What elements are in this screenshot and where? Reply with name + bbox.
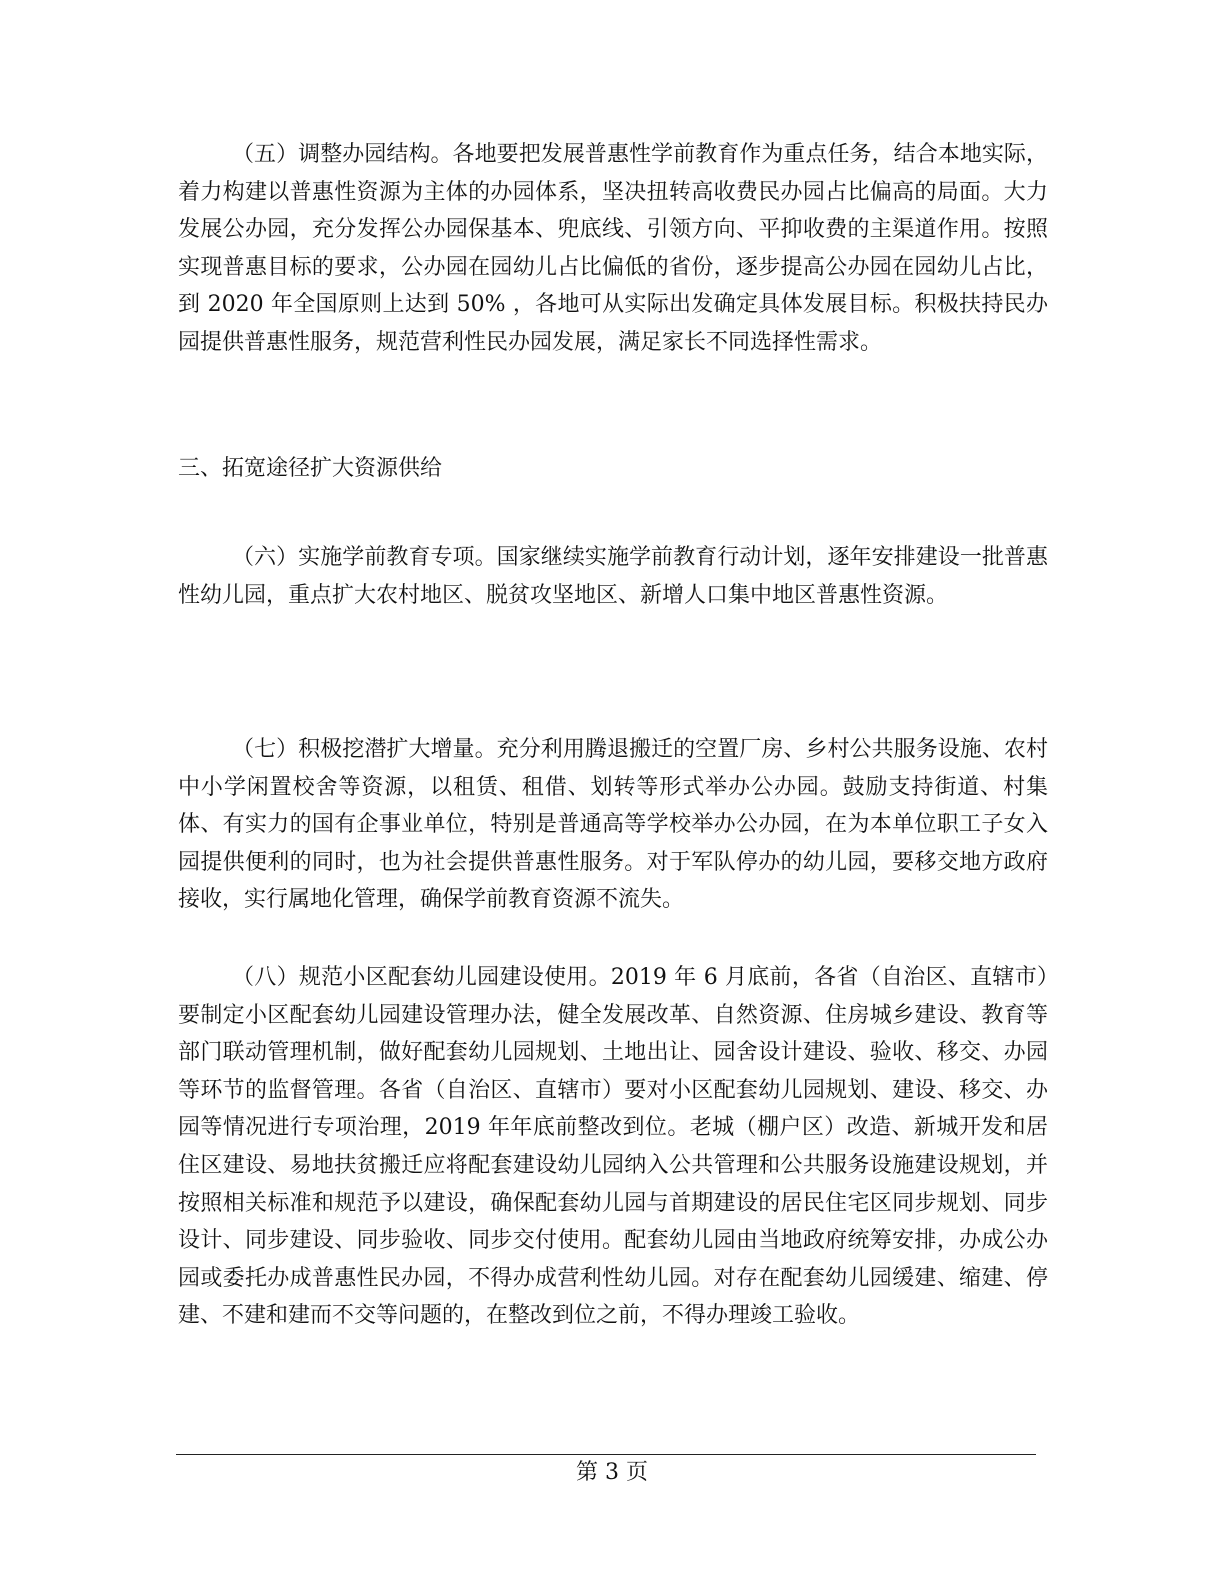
section-heading-expand-supply: 三、拓宽途径扩大资源供给 — [178, 456, 443, 481]
paragraph-expand-increment: （七）积极挖潜扩大增量。充分利用腾退搬迁的空置厂房、乡村公共服务设施、农村中小学闲置校舍等资源，以租赁、租借、划转等形式举办公办园。鼓励支持街道、村集体、有实力的国有企事业单位，特别是普通高等学校举办公办园，在为本单位职工子女入园提供便利的同时，也为社会提供普惠性服务。对于军队停办的幼儿园，要移交地方政府接收，实行属地化管理，确保学前教育资源不流失。 — [178, 737, 1048, 913]
footer-divider — [176, 1454, 1036, 1455]
page-number: 第 3 页 — [576, 1460, 648, 1485]
paragraph-preschool-special-project: （六）实施学前教育专项。国家继续实施学前教育行动计划，逐年安排建设一批普惠性幼儿园，重点扩大农村地区、脱贫攻坚地区、新增人口集中地区普惠性资源。 — [178, 545, 1048, 608]
paragraph-adjust-structure: （五）调整办园结构。各地要把发展普惠性学前教育作为重点任务，结合本地实际，着力构建以普惠性资源为主体的办园体系，坚决扭转高收费民办园占比偏高的局面。大力发展公办园，充分发挥公办园保基本、兜底线、引领方向、平抑收费的主渠道作用。按照实现普惠目标的要求，公办园在园幼儿占比偏低的省份，逐步提高公办园在园幼儿占比，到 2020 年全国原则上达到 50% ，各地可从实际出发确定具体发展目标。积极扶持民办园提供普惠性服务，规范营利性民办园发展，满足家长不同选择性需求。 — [178, 142, 1048, 355]
document-body — [178, 136, 1048, 1329]
paragraph-community-kindergarten: （八）规范小区配套幼儿园建设使用。2019 年 6 月底前，各省（自治区、直辖市）要制定小区配套幼儿园建设管理办法，健全发展改革、自然资源、住房城乡建设、教育等部门联动管理机制，做好配套幼儿园规划、土地出让、园舍设计建设、验收、移交、办园等环节的监督管理。各省（自治区、直辖市）要对小区配套幼儿园规划、建设、移交、办园等情况进行专项治理，2019 年年底前整改到位。老城（棚户区）改造、新城开发和居住区建设、易地扶贫搬迁应将配套建设幼儿园纳入公共管理和公共服务设施建设规划，并按照相关标准和规范予以建设，确保配套幼儿园与首期建设的居民住宅区同步规划、同步设计、同步建设、同步验收、同步交付使用。配套幼儿园由当地政府统筹安排，办成公办园或委托办成普惠性民办园，不得办成营利性幼儿园。对存在配套幼儿园缓建、缩建、停建、不建和建而不交等问题的，在整改到位之前，不得办理竣工验收。 — [178, 965, 1048, 1329]
